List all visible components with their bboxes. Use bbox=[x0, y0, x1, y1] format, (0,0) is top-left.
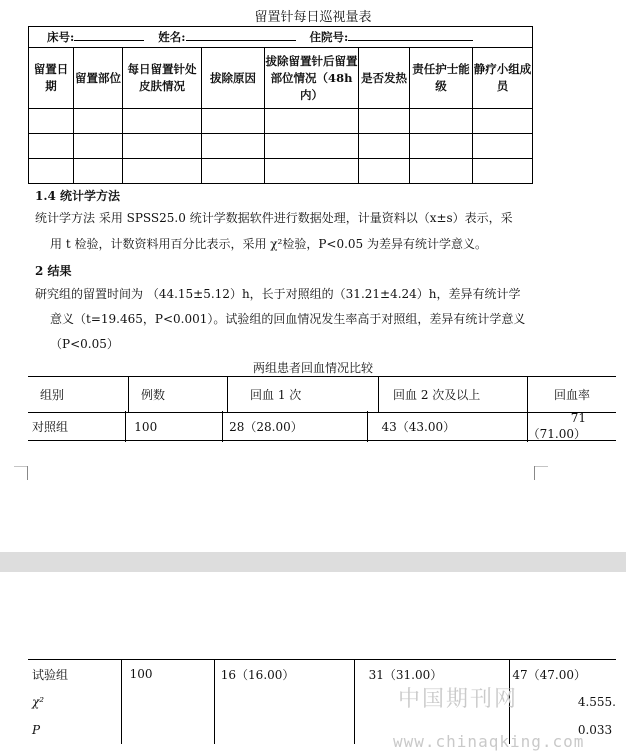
table-row bbox=[28, 660, 616, 689]
chi-square-label: χ² bbox=[32, 695, 45, 709]
patrol-form-table bbox=[28, 26, 533, 184]
table-row bbox=[28, 411, 616, 442]
stats-paragraph-line2: 用 t 检验，计数资料用百分比表示，采用 χ²检验，P<0.05 为差异有统计学意义。 bbox=[50, 237, 488, 251]
cell-backflow-once: 28（28.00） bbox=[223, 411, 367, 442]
cell-backflow-rate: 71（71.00） bbox=[527, 411, 616, 442]
results-paragraph-line2: 意义（t=19.465，P<0.001）。试验组的回血情况发生率高于对照组，差异有统计学意义 bbox=[50, 312, 526, 326]
header-retention-site: 留置部位 bbox=[74, 48, 123, 109]
header-skin-condition: 每日留置针处皮肤情况 bbox=[123, 48, 202, 109]
header-group: 组别 bbox=[28, 377, 129, 413]
form-header-row bbox=[29, 48, 533, 109]
chi-square-value: 4.555. bbox=[509, 688, 616, 716]
header-backflow-once: 回血 1 次 bbox=[228, 377, 379, 413]
comparison-row-control bbox=[28, 411, 616, 442]
comparison-header-table bbox=[28, 376, 616, 413]
form-blank-row bbox=[29, 109, 533, 134]
header-backflow-twice: 回血 2 次及以上 bbox=[379, 377, 528, 413]
p-value: 0.033 bbox=[509, 716, 616, 744]
comparison-title: 两组患者回血情况比较 bbox=[252, 361, 373, 375]
watermark-text: 中国期刊网 bbox=[398, 687, 519, 712]
comparison-header-row bbox=[28, 377, 616, 413]
corner-mark-left bbox=[14, 466, 28, 480]
header-retention-date: 留置日期 bbox=[29, 48, 74, 109]
cell-backflow-once: 16（16.00） bbox=[214, 660, 354, 689]
stats-heading: 1.4 统计学方法 bbox=[35, 189, 121, 203]
cell-group: 对照组 bbox=[32, 420, 69, 434]
header-cases: 例数 bbox=[129, 377, 228, 413]
name-blank bbox=[186, 28, 296, 41]
form-title: 留置针每日巡视量表 bbox=[254, 10, 372, 25]
bed-blank bbox=[74, 28, 144, 41]
p-label: P bbox=[32, 723, 41, 737]
cell-group: 试验组 bbox=[32, 667, 69, 682]
cell-cases: 100 bbox=[126, 411, 223, 442]
table-row bbox=[28, 688, 616, 716]
header-fever: 是否发热 bbox=[359, 48, 410, 109]
results-paragraph-line1: 研究组的留置时间为 （44.15±5.12）h，长于对照组的（31.21±4.24）h，差异有统计学 bbox=[35, 287, 521, 301]
name-label: 姓名: bbox=[158, 30, 186, 44]
header-nurse-level: 责任护士能级 bbox=[410, 48, 473, 109]
stats-paragraph-line1: 统计学方法 采用 SPSS25.0 统计学数据软件进行数据处理，计量资料以（x±s）表示，采 bbox=[35, 211, 513, 225]
patient-info-row bbox=[29, 27, 533, 48]
cell-cases: 100 bbox=[121, 660, 214, 689]
hospital-number-blank bbox=[348, 28, 473, 41]
cell-backflow-twice: 31（31.00） bbox=[354, 660, 509, 689]
cell-backflow-rate: 47（47.00） bbox=[509, 660, 616, 689]
hospital-number-label: 住院号: bbox=[309, 30, 349, 44]
bed-label: 床号: bbox=[47, 30, 75, 44]
results-paragraph-line3: （P<0.05） bbox=[50, 337, 119, 351]
row-divider bbox=[28, 440, 616, 441]
header-site-after-removal: 拔除留置针后留置部位情况（48h内） bbox=[265, 48, 359, 109]
form-blank-row bbox=[29, 134, 533, 159]
header-backflow-rate: 回血率 bbox=[528, 377, 617, 413]
form-blank-row bbox=[29, 159, 533, 184]
cell-backflow-twice: 43（43.00） bbox=[367, 411, 527, 442]
header-removal-reason: 拔除原因 bbox=[202, 48, 265, 109]
corner-mark-right bbox=[534, 466, 548, 480]
page-break-gap bbox=[0, 552, 626, 572]
watermark-url: www.chinaqking.com bbox=[393, 732, 585, 751]
header-team-member: 静疗小组成员 bbox=[473, 48, 533, 109]
results-heading: 2 结果 bbox=[35, 264, 72, 278]
patient-info-cell bbox=[29, 27, 533, 48]
